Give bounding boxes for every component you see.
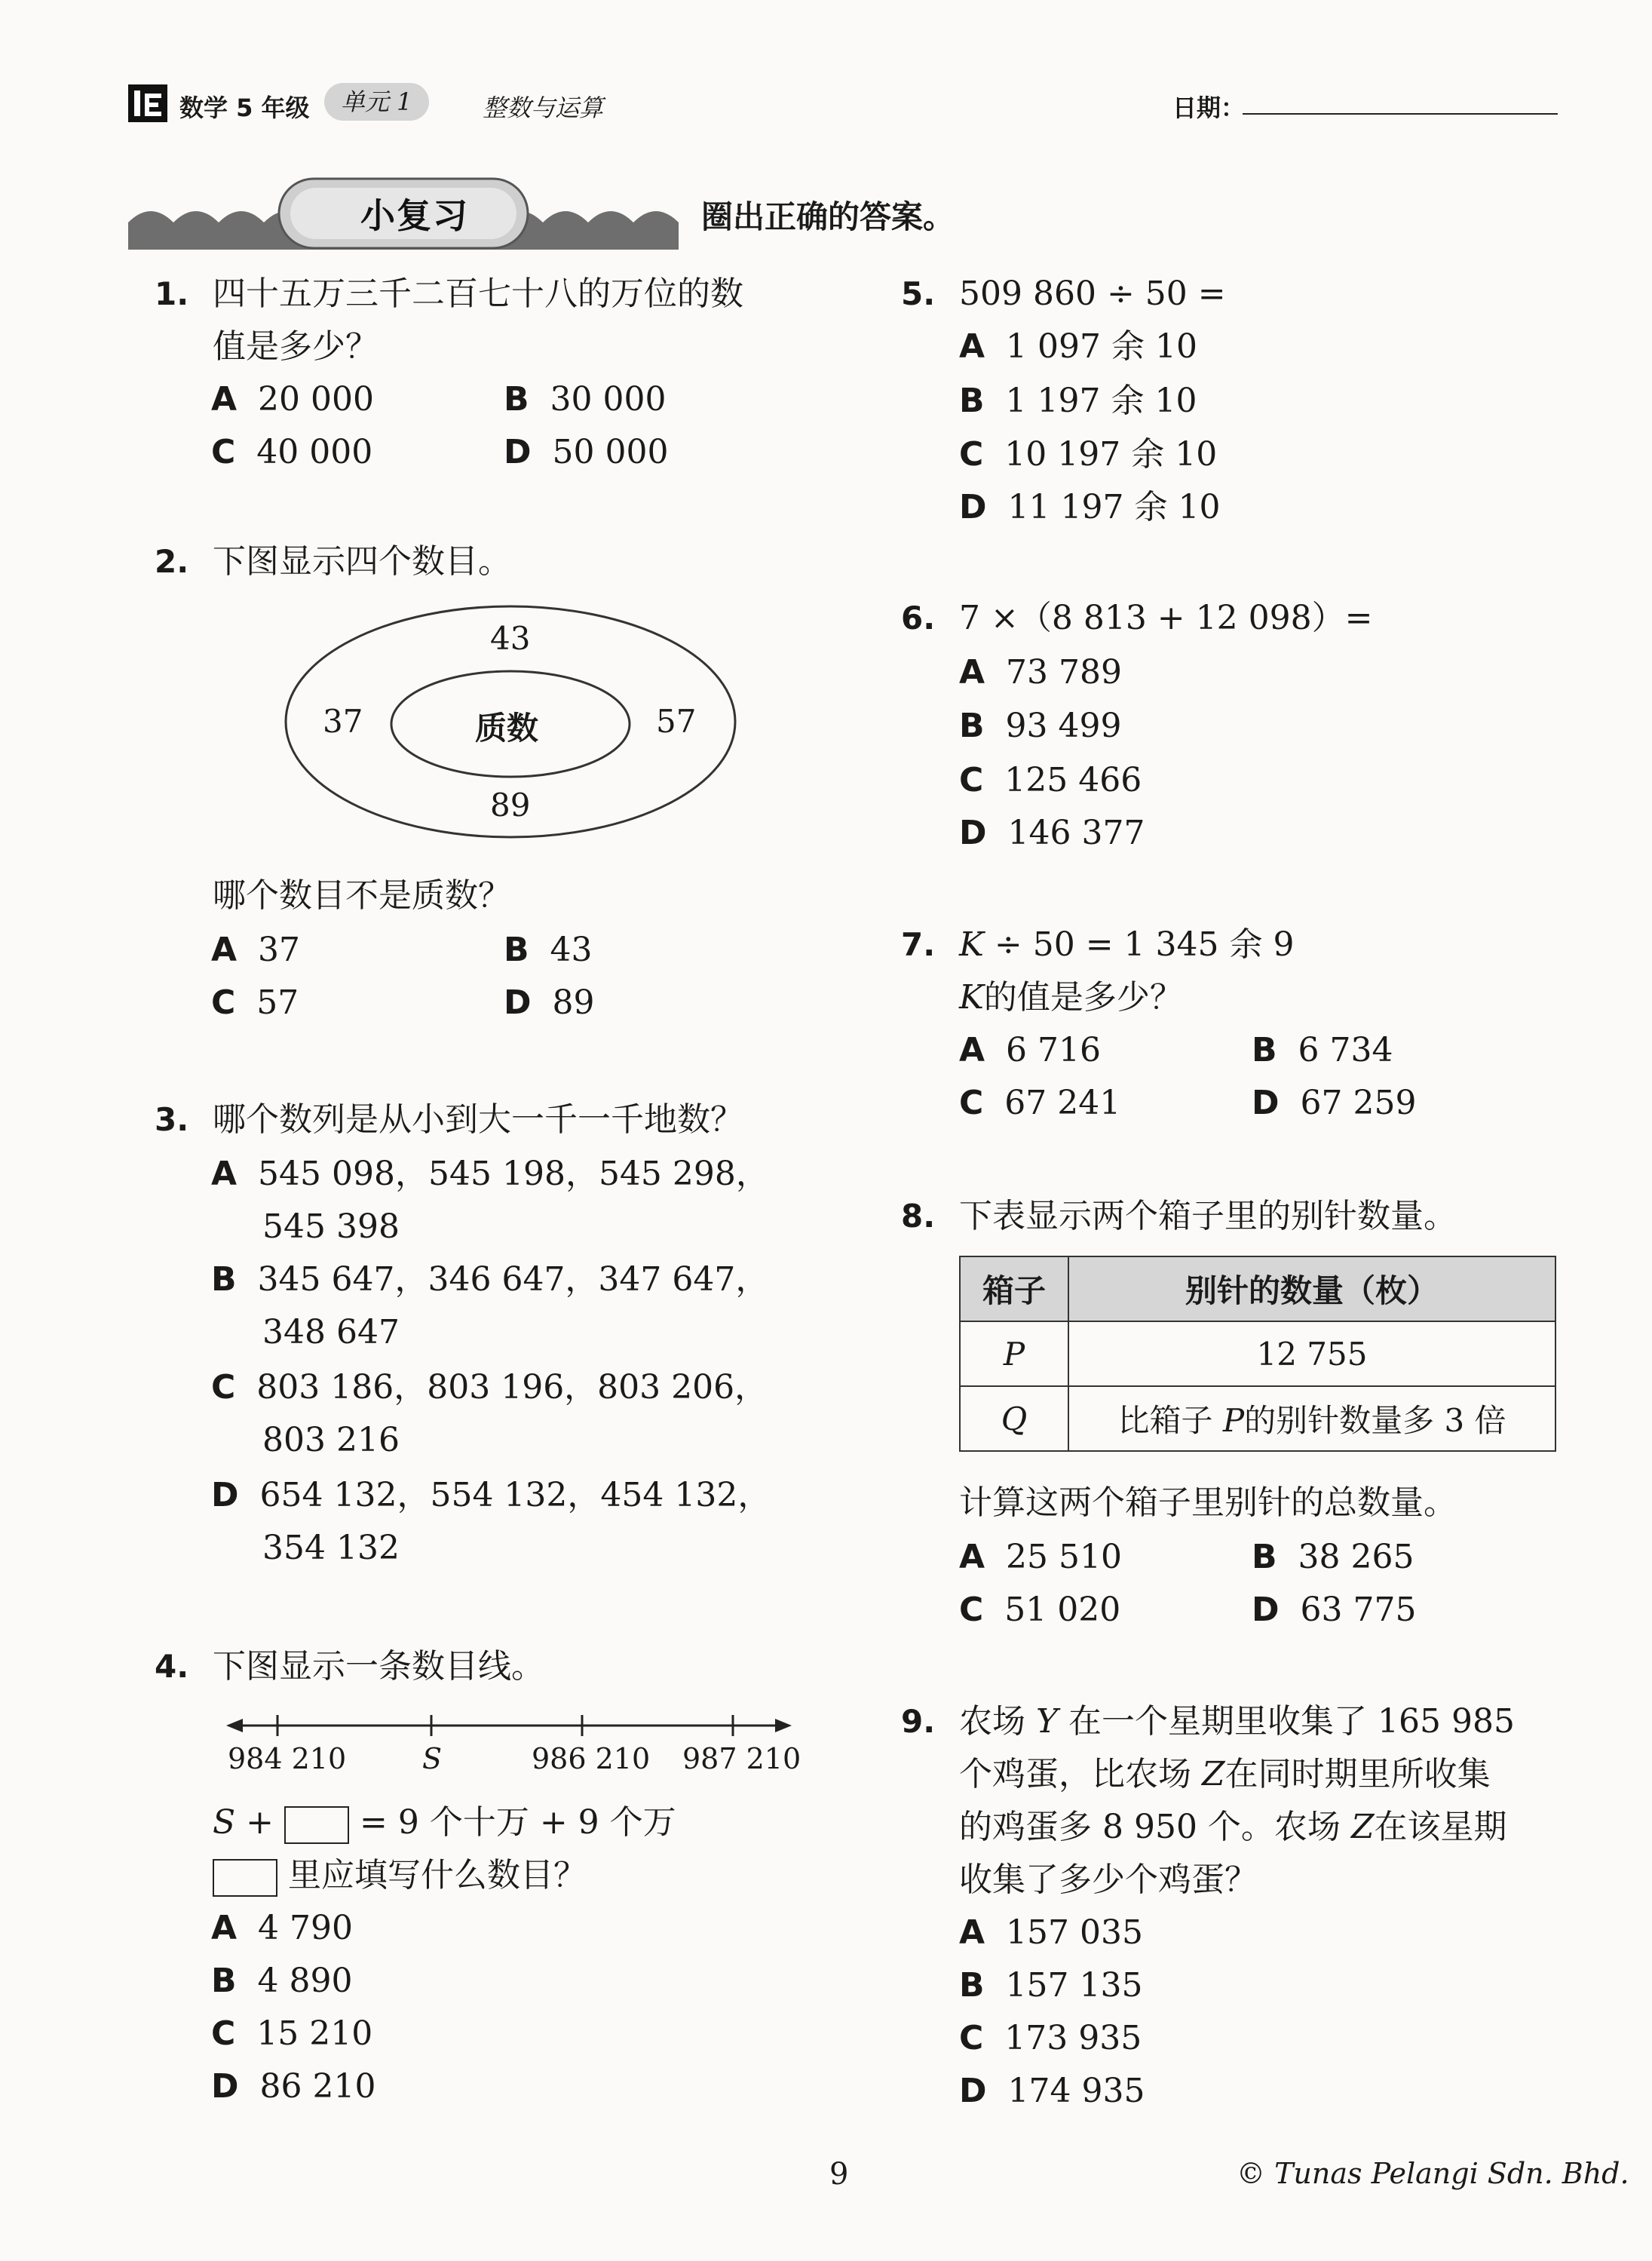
q5-option-b[interactable]: B 1 197 余 10: [959, 382, 1197, 420]
q8-number: 8.: [901, 1198, 936, 1235]
q5-text: 509 860 ÷ 50 =: [959, 275, 1226, 313]
q3-number: 3.: [155, 1101, 189, 1138]
q1-number: 1.: [155, 275, 189, 312]
q2-text: 下图显示四个数目。: [213, 542, 511, 581]
page-number: 9: [829, 2157, 849, 2192]
q1-text-line2: 值是多少？: [213, 327, 379, 366]
q8-option-c[interactable]: C 51 020: [959, 1591, 1121, 1629]
table-cell-count-q: 比箱子 P的别针数量多 3 倍: [1068, 1386, 1555, 1451]
table-row: [960, 1321, 1555, 1386]
q7-line2: K的值是多少？: [959, 978, 1183, 1017]
q2-option-c[interactable]: C 57: [211, 983, 299, 1022]
q5-number: 5.: [901, 275, 936, 312]
q7-option-a[interactable]: A 6 716: [959, 1031, 1102, 1069]
q7-option-c[interactable]: C 67 241: [959, 1084, 1121, 1122]
q6-option-a[interactable]: A 73 789: [959, 653, 1123, 692]
q4-answer-box[interactable]: [284, 1806, 349, 1844]
q9-option-b[interactable]: B 157 135: [959, 1966, 1143, 2005]
q4-option-a[interactable]: A 4 790: [211, 1909, 354, 1947]
q6-option-d[interactable]: D 146 377: [959, 814, 1145, 852]
copyright-text: © Tunas Pelangi Sdn. Bhd.: [1237, 2157, 1629, 2190]
q8-text: 下表显示两个箱子里的别针数量。: [959, 1197, 1457, 1235]
q3-option-a-line2: 545 398: [262, 1207, 400, 1246]
table-cell-count-p: 12 755: [1068, 1321, 1555, 1386]
header-unit-title: 整数与运算: [483, 94, 604, 122]
pins-table: [959, 1256, 1556, 1452]
q4-eq-suffix: = 9 个十万 + 9 个万: [360, 1803, 676, 1842]
q2-number: 2.: [155, 543, 189, 580]
q4-equation: [213, 1796, 676, 1849]
q3-text: 哪个数列是从小到大一千一千地数？: [213, 1100, 743, 1139]
q9-option-d[interactable]: D 174 935: [959, 2072, 1145, 2110]
q4-text: 下图显示一条数目线。: [213, 1647, 544, 1686]
q9-option-a[interactable]: A 157 035: [959, 1913, 1143, 1952]
numberline-label-1: 984 210: [228, 1742, 347, 1775]
q9-line1: 农场 Y 在一个星期里收集了 165 985: [959, 1702, 1515, 1741]
q3-option-a[interactable]: A 545 098，545 198，545 298，: [211, 1155, 769, 1193]
header-subject: 数学 5 年级: [179, 94, 310, 122]
q5-option-c[interactable]: C 10 197 余 10: [959, 435, 1218, 474]
diagram-label-prime: 质数: [475, 710, 539, 747]
q7-line1: K ÷ 50 = 1 345 余 9: [959, 925, 1295, 964]
q4-line2: [213, 1849, 587, 1902]
q4-number: 4.: [155, 1648, 189, 1685]
number-line: [226, 1710, 792, 1741]
q6-text: 7 ×（8 813 + 12 098）=: [959, 599, 1373, 637]
q2-option-b[interactable]: B 43: [504, 931, 593, 969]
q4-option-c[interactable]: C 15 210: [211, 2014, 373, 2053]
q9-number: 9.: [901, 1703, 936, 1740]
q3-option-d-line2: 354 132: [262, 1529, 400, 1567]
q1-option-d[interactable]: D 50 000: [504, 433, 669, 471]
section-title: 小复习: [360, 195, 469, 236]
q5-option-d[interactable]: D 11 197 余 10: [959, 488, 1221, 526]
table-header-count: 别针的数量（枚）: [1068, 1256, 1555, 1321]
q9-line2: 个鸡蛋，比农场 Z在同时期里所收集: [959, 1755, 1491, 1793]
q7-option-b[interactable]: B 6 734: [1252, 1031, 1393, 1069]
q4-eq-prefix: S +: [213, 1803, 274, 1842]
q2-option-d[interactable]: D 89: [504, 983, 595, 1022]
q1-text-line1: 四十五万三千二百七十八的万位的数: [213, 275, 743, 313]
q4-option-d[interactable]: D 86 210: [211, 2067, 376, 2106]
diagram-number-right: 57: [656, 703, 697, 740]
date-field-line[interactable]: [1243, 113, 1558, 115]
q3-option-b[interactable]: B 345 647，346 647，347 647，: [211, 1260, 769, 1299]
q2-question: 哪个数目不是质数？: [213, 876, 511, 915]
q1-option-b[interactable]: B 30 000: [504, 380, 667, 419]
date-label: 日期：: [1172, 94, 1246, 122]
q6-option-b[interactable]: B 93 499: [959, 707, 1122, 745]
q4-line2-text: 里应填写什么数目？: [288, 1856, 587, 1894]
table-cell-box-p: P: [960, 1321, 1068, 1386]
table-row: [960, 1386, 1555, 1451]
q9-line3: 的鸡蛋多 8 950 个。农场 Z在该星期: [959, 1808, 1507, 1846]
table-cell-box-q: Q: [960, 1386, 1068, 1451]
q1-option-c[interactable]: C 40 000: [211, 433, 373, 471]
publisher-logo: [128, 84, 167, 122]
q3-option-d[interactable]: D 654 132，554 132，454 132，: [211, 1476, 771, 1514]
numberline-label-3: 986 210: [532, 1742, 651, 1775]
q2-option-a[interactable]: A 37: [211, 931, 301, 969]
q7-number: 7.: [901, 926, 936, 963]
q4-option-b[interactable]: B 4 890: [211, 1962, 353, 2000]
diagram-number-top: 43: [490, 620, 531, 657]
header-unit-badge: 单元 1: [324, 83, 429, 121]
q3-option-c-line2: 803 216: [262, 1421, 400, 1459]
q8-option-a[interactable]: A 25 510: [959, 1538, 1123, 1576]
q7-option-d[interactable]: D 67 259: [1252, 1084, 1417, 1122]
q6-number: 6.: [901, 600, 936, 637]
q5-option-a[interactable]: A 1 097 余 10: [959, 327, 1197, 366]
diagram-number-left: 37: [323, 703, 363, 740]
q3-option-c[interactable]: C 803 186，803 196，803 206，: [211, 1368, 768, 1407]
q4-answer-box-ref: [213, 1859, 277, 1897]
numberline-label-s: S: [422, 1742, 443, 1775]
q1-option-a[interactable]: A 20 000: [211, 380, 375, 419]
numberline-label-4: 987 210: [682, 1742, 801, 1775]
diagram-number-bottom: 89: [490, 787, 531, 824]
q9-line4: 收集了多少个鸡蛋？: [959, 1861, 1258, 1899]
q8-question: 计算这两个箱子里别针的总数量。: [959, 1483, 1457, 1522]
q3-option-b-line2: 348 647: [262, 1313, 400, 1351]
q8-option-d[interactable]: D 63 775: [1252, 1591, 1417, 1629]
q8-option-b[interactable]: B 38 265: [1252, 1538, 1414, 1576]
table-header-box: 箱子: [960, 1256, 1068, 1321]
q6-option-c[interactable]: C 125 466: [959, 761, 1142, 799]
q9-option-c[interactable]: C 173 935: [959, 2019, 1142, 2057]
instruction-text: 圈出正确的答案。: [701, 198, 955, 235]
